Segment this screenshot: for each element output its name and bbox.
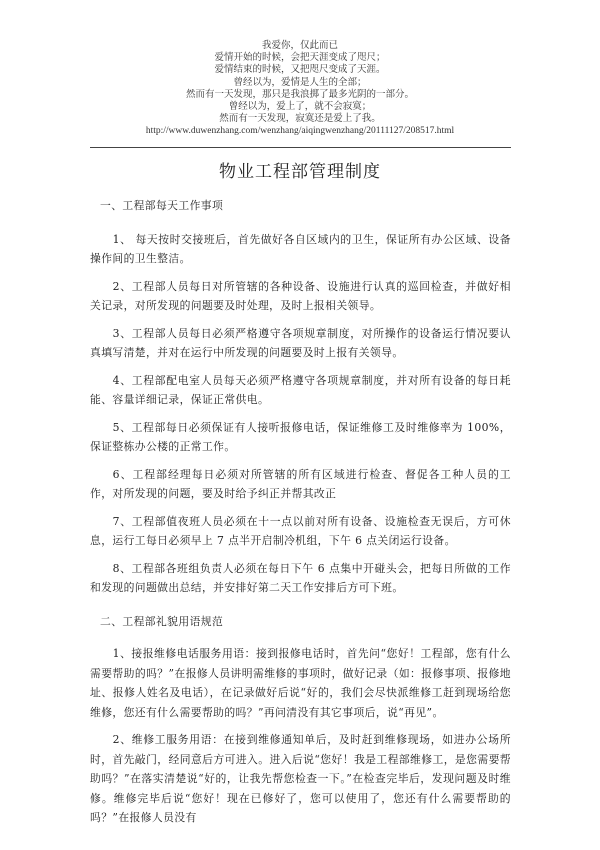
paragraph: 2、维修工服务用语：在接到维修通知单后，及时赶到维修现场，如进办公场所时，首先敲门，经同意后方可进入。进入后说“您好！我是工程部维修工，是您需要帮助吗？”在落实清楚说“好的，让我先帮您检查一下。”在检查完毕后，发现问题及时维修。维修完毕后说“您好！现在已修好了，您可以使用了，您还有什么需要帮助的吗？”在报修人员没有 (90, 733, 511, 824)
poem-line: 然而有一天发现，寂寞还是爱上了我。 (219, 113, 381, 125)
paragraph: 1、接报维修电话服务用语：接到报修电话时，首先问“您好！工程部，您有什么需要帮助的吗？”在报修人员讲明需维修的事项时，做好记录（如：报修事项、报修地址、报修人姓名及电话），在记录做好后说“好的，我们会尽快派维修工赶到现场给您维修，您还有什么需要帮助的吗？”再问清没有其它事项后，说“再见”。 (90, 647, 511, 719)
poem-line: 爱情结束的时候，又把咫尺变成了天涯。 (214, 64, 386, 76)
paragraph: 1、 每天按时交接班后，首先做好各自区域内的卫生，保证所有办公区域、设备操作间的卫生整洁。 (90, 232, 511, 265)
poem-line: 然而有一天发现，那只是我浪掷了最多光阴的一部分。 (185, 88, 414, 100)
paragraph: 4、工程部配电室人员每天必须严格遵守各项规章制度，并对所有设备的每日耗能、容量详细记录，保证正常供电。 (90, 373, 511, 406)
paragraph: 7、工程部值夜班人员必须在十一点以前对所有设备、设施检查无误后，方可休息，运行工每日必须早上 7 点半开启制冷机组，下午 6 点关闭运行设备。 (90, 514, 511, 547)
paragraph: 5、工程部每日必须保证有人接听报修电话，保证维修工及时维修率为 100%，保证整栋办公楼的正常工作。 (90, 420, 511, 453)
header-divider (90, 147, 511, 148)
document-body (90, 196, 511, 836)
paragraph: 2、工程部人员每日对所管辖的各种设备、设施进行认真的巡回检查，并做好相关记录，对所发现的问题要及时处理，及时上报相关领导。 (90, 279, 511, 312)
poem-line: 曾经以为，爱上了，就不会寂寞； (228, 101, 372, 113)
paragraph: 6、工程部经理每日必须对所管辖的所有区域进行检查、督促各工种人员的工作，对所发现的问题，要及时给予纠正并帮其改正 (90, 467, 511, 500)
header-poem (0, 40, 600, 138)
poem-line: 我爱你，仅此而已 (261, 40, 338, 51)
poem-line: 曾经以为，爱情是人生的全部； (233, 76, 367, 88)
poem-line: 爱情开始的时候，会把天涯变成了咫尺； (214, 52, 386, 64)
document-title: 物业工程部管理制度 (219, 162, 381, 182)
source-url: http://www.duwenzhang.com/wenzhang/aiqingwenzhang/20111127/208517.html (145, 126, 455, 137)
section-heading: 二、工程部礼貌用语规范 (100, 614, 224, 628)
section-heading: 一、工程部每天工作事项 (100, 199, 224, 212)
paragraph: 8、工程部各班组负责人必须在每日下午 6 点集中开碰头会，把每日所做的工作和发现的问题做出总结，并安排好第二天工作安排后方可下班。 (90, 561, 511, 594)
paragraph: 3、工程部人员每日必须严格遵守各项规章制度，对所操作的设备运行情况要认真填写清楚，并对在运行中所发现的问题要及时上报有关领导。 (90, 326, 511, 359)
